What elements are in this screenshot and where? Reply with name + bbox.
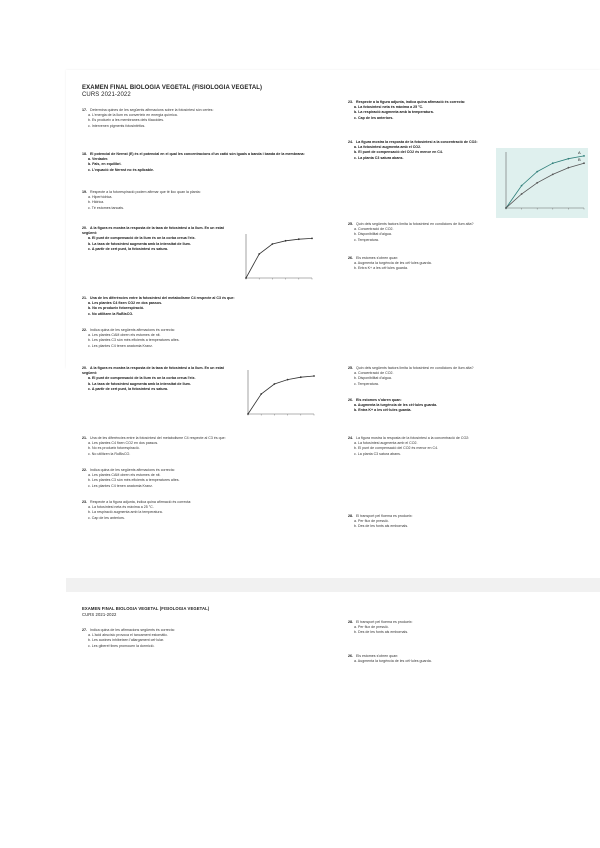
question-number: 23. (82, 500, 87, 504)
question-18 (82, 152, 317, 173)
question-20 (82, 226, 232, 252)
page-sheet-bottom (66, 592, 600, 684)
question-text: Respecte a la figura adjunta, indica quina afirmació és correcta: (90, 500, 192, 504)
option-a: a. Concentració de CO2. (354, 227, 394, 232)
question-number: 24. (348, 436, 353, 440)
question-21 (82, 296, 317, 317)
question-number: 25. (348, 222, 353, 226)
option-c: c. Les plantes C4 tenen anatomia Kranz. (88, 483, 153, 488)
question-text: Quin dels següents factors limita la fotosíntesi en condicions de llum alta? (356, 222, 474, 226)
option-a: a. Per flux de pressió. (354, 519, 389, 524)
data-point (272, 243, 274, 245)
data-point (258, 253, 260, 255)
data-point (300, 376, 302, 378)
question-text: La figura mostra la resposta de la fotosíntesi a la concentració de CO2: (356, 140, 478, 144)
question-26 (348, 256, 588, 272)
data-point (583, 155, 585, 157)
question-text: La figura mostra la resposta de la fotosíntesi a la concentració de CO2: (356, 436, 470, 440)
data-point (260, 393, 262, 395)
question-number: 21. (82, 296, 87, 300)
question-number: 26. (348, 398, 353, 402)
question-number: 24. (348, 140, 353, 144)
question-24 (348, 140, 478, 161)
question-text: Els estomes s'obren quan: (356, 654, 399, 658)
option-a: a. La fotosíntesi augmenta amb el CO2. (354, 441, 418, 446)
question-25-repeat (348, 366, 588, 387)
option-b: b. Disponibilitat d'aigua. (354, 376, 392, 381)
question-text: Els estomes s'obren quan: (356, 256, 399, 260)
option-c: c. Té estomes tancats. (88, 205, 125, 210)
option-a: a. L'àcid abscísic provoca el tancament estomàtic. (88, 633, 168, 638)
option-b: b. La taxa de fotosíntesi augmenta amb la intensitat de llum. (88, 241, 191, 246)
option-a: a. El punt de compensació de la llum és on la corba creua l'eix. (88, 376, 196, 381)
option-b: b. Les auxines inhibeixen l'allargament cel·lular. (88, 638, 164, 643)
option-b: b. El punt de compensació del CO2 és menor en C4. (354, 150, 443, 155)
data-point (505, 207, 507, 209)
question-number: 27. (82, 628, 87, 632)
option-b: b. La taxa de fotosíntesi augmenta amb la intensitat de llum. (88, 381, 191, 386)
data-point (298, 238, 300, 240)
question-text: El transport pel floema es produeix: (356, 514, 413, 518)
question-30 (348, 620, 588, 636)
question-number: 22. (82, 328, 87, 332)
option-a: a. Per flux de pressió. (354, 625, 389, 630)
option-b: b. Es produeix a les membranes dels tilacoides. (88, 118, 165, 123)
option-a: a. Les plantes C4 fixen CO2 en dos passos. (88, 441, 159, 446)
exam-title-2: EXAMEN FINAL BIOLOGIA VEGETAL (FISIOLOGIA VEGETAL) (82, 606, 210, 611)
question-number: 28. (348, 620, 353, 624)
series-label: A (578, 149, 581, 155)
question-text: Indica quina de les següents afirmacions és correcta: (90, 328, 175, 332)
question-text: Indica quina de les següents afirmacions és correcta: (90, 468, 175, 472)
question-22-repeat (82, 468, 317, 489)
question-text: Indica quina de les afirmacions següents és correcta: (90, 628, 175, 632)
data-point (285, 240, 287, 242)
question-number: 22. (82, 468, 87, 472)
option-b: b. Les plantes C3 són més eficients a temperatures altes. (88, 478, 180, 483)
option-b: b. Des de les fonts als embornals. (354, 630, 409, 635)
data-point (568, 158, 570, 160)
option-b: b. Hidrica. (88, 200, 105, 205)
option-c: c. L'equació de Nernst no és aplicable. (88, 167, 154, 172)
question-text: El transport pel floema es produeix: (356, 620, 413, 624)
exam-course-2: CURS 2021-2022 (82, 612, 117, 617)
question-text: Els estomes s'obren quan: (356, 398, 402, 402)
option-b: b. Entra K+ a les cèl·lules guarda. (354, 266, 409, 271)
option-a: a. La fotosíntesi neta és màxima a 25 °C. (354, 105, 424, 110)
question-number: 19. (82, 190, 87, 194)
option-a: a. El punt de compensació de la llum és on la corba creua l'eix. (88, 236, 196, 241)
option-a: a. Hiperhídrica. (88, 195, 113, 200)
question-number: 18. (82, 152, 87, 156)
option-c: c. Les giberel·lines promouen la dormició. (88, 643, 155, 648)
series-line (246, 238, 312, 278)
option-a: a. Les plantes CAM obren els estomes de nit. (88, 333, 161, 338)
co2-response-chart (496, 148, 588, 218)
option-a: a. Verdader. (88, 157, 109, 162)
question-number: 26. (348, 654, 353, 658)
option-c: c. Intervenen pigments fotosintètics. (88, 123, 146, 128)
question-number: 17. (82, 108, 87, 112)
data-point (568, 167, 570, 169)
question-text: El potencial de Nernst (E) és el potencial en el qual les concentracions d'un catió són iguals a banda i banda de la membrana: (90, 152, 305, 156)
option-a: a. Concentració de CO2. (354, 371, 394, 376)
question-25 (348, 222, 588, 243)
option-a: a. Les plantes CAM obren els estomes de nit. (88, 473, 161, 478)
option-c: c. La planta C3 satura abans. (354, 451, 401, 456)
option-c: c. A partir de cert punt, la fotosíntesi es satura. (88, 386, 169, 391)
question-text: A la figura es mostra la resposta de la taxa de fotosíntesi a la llum. En un estat següent: (82, 366, 224, 376)
question-number: 23. (348, 100, 353, 104)
option-c: c. Les plantes C4 tenen anatomia Kranz. (88, 343, 153, 348)
option-c: c. No utilitzen la RuBisCO. (88, 311, 134, 316)
option-b: b. No es produeix fotorespiració. (88, 446, 140, 451)
question-number: 28. (348, 514, 353, 518)
question-31 (348, 654, 588, 664)
page-sheet-top (66, 70, 600, 368)
question-22 (82, 328, 317, 349)
option-b: b. El punt de compensació del CO2 és menor en C4. (354, 446, 439, 451)
question-number: 20. (82, 226, 87, 230)
exam-course: CURS 2021-2022 (82, 92, 131, 98)
question-number: 21. (82, 436, 87, 440)
option-b: b. Disponibilitat d'aigua. (354, 232, 392, 237)
series-label: B (578, 157, 581, 163)
option-b: b. Les plantes C3 són més eficients a temperatures altes. (88, 338, 180, 343)
option-b: b. Fals, en equilibri. (88, 162, 122, 167)
option-b: b. La respiració augmenta amb la temperatura. (354, 110, 434, 115)
light-response-chart-1 (236, 230, 316, 288)
data-point (247, 413, 249, 415)
question-17 (82, 108, 317, 129)
exam-title: EXAMEN FINAL BIOLOGIA VEGETAL (FISIOLOGIA VEGETAL) (82, 85, 263, 91)
option-a: a. Augmenta la turgència de les cèl·lules guarda. (354, 261, 432, 266)
light-response-chart-2 (238, 366, 318, 424)
question-26-repeat (348, 398, 588, 414)
option-b: b. No es produeix fotorespiració. (88, 306, 145, 311)
chart-background (496, 148, 588, 218)
question-28 (348, 514, 488, 530)
option-b: b. La respiració augmenta amb la temperatura. (88, 510, 163, 515)
data-point (521, 185, 523, 187)
question-text: Quin dels següents factors limita la fotosíntesi en condicions de llum alta? (356, 366, 474, 370)
question-text: A la figura es mostra la resposta de la taxa de fotosíntesi a la llum. En un estat següent: (82, 226, 224, 236)
question-text: Determina quines de les següents afirmacions sobre la fotosíntesi són certes: (90, 108, 214, 112)
question-number: 25. (348, 366, 353, 370)
question-text: Una de les diferències entre la fotosíntesi del metabolisme C4 respecte al C3 és que: (90, 436, 226, 440)
data-point (311, 238, 313, 240)
data-point (313, 375, 315, 377)
option-b: b. Des de les fonts als embornals. (354, 524, 409, 529)
data-point (287, 379, 289, 381)
data-point (536, 182, 538, 184)
data-point (274, 383, 276, 385)
option-a: a. La fotosíntesi augmenta amb el CO2. (354, 145, 422, 150)
data-point (521, 193, 523, 195)
question-19 (82, 190, 317, 211)
question-text: Una de les diferències entre la fotosíntesi del metabolisme C4 respecte al C3 és que: (90, 296, 235, 300)
question-23 (348, 100, 588, 121)
data-point (536, 171, 538, 173)
option-c: c. Cap de les anteriors. (88, 515, 125, 520)
question-29 (82, 628, 317, 649)
option-a: a. Les plantes C4 fixen CO2 en dos passos. (88, 301, 163, 306)
data-point (552, 174, 554, 176)
option-c: c. A partir de cert punt, la fotosíntesi es satura. (88, 246, 169, 251)
option-a: a. Augmenta la turgència de les cèl·lules guarda. (354, 403, 438, 408)
option-c: c. Cap de les anteriors. (354, 115, 394, 120)
option-a: a. Augmenta la turgència de les cèl·lules guarda. (354, 659, 432, 664)
option-c: c. Temperatura. (354, 237, 379, 242)
option-c: c. La planta C3 satura abans. (354, 155, 404, 160)
option-a: a. L'energia de la llum es converteix en energia química. (88, 113, 178, 118)
data-point (583, 162, 585, 164)
series-line (248, 376, 314, 414)
question-24-repeat (348, 436, 488, 457)
question-number: 26. (348, 256, 353, 260)
option-b: b. Entra K+ a les cèl·lules guarda. (354, 408, 412, 413)
option-c: c. Temperatura. (354, 381, 379, 386)
page-sheet-middle (66, 360, 600, 578)
question-21-repeat (82, 436, 317, 457)
option-a: a. La fotosíntesi neta és màxima a 25 °C. (88, 505, 154, 510)
question-text: Respecte a la figura adjunta, indica quina afirmació és correcta: (356, 100, 466, 104)
option-c: c. No utilitzen la RuBisCO. (88, 451, 131, 456)
data-point (245, 277, 247, 279)
question-20-repeat (82, 366, 232, 392)
question-text: Respecte a la fotorespiració podem afirmar que té lloc quan la planta: (90, 190, 201, 194)
data-point (552, 162, 554, 164)
question-number: 20. (82, 366, 87, 370)
question-23-repeat (82, 500, 317, 521)
page-gap (66, 578, 600, 592)
